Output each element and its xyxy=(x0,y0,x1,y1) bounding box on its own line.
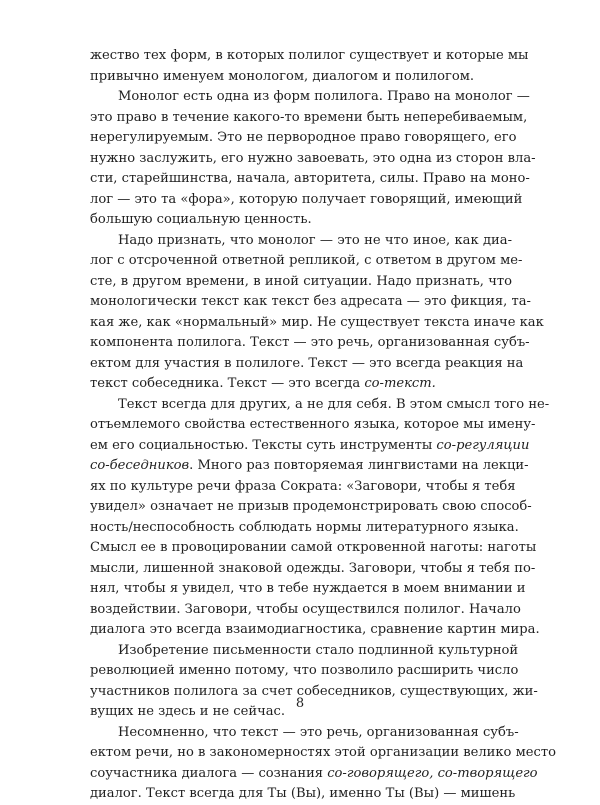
text-line-plain: мысли, лишенной знаковой одежды. Заговори, чтобы я тебя по- xyxy=(90,560,536,576)
text-line-plain: ность/неспособность соблюдать нормы литературного языка. xyxy=(90,519,519,535)
text-line xyxy=(90,169,530,190)
text-line-plain: Текст всегда для других, а не для себя. В этом смысл того не- xyxy=(118,396,550,412)
text-line-italic: со-текст. xyxy=(364,376,436,391)
text-line xyxy=(90,641,519,662)
body-text xyxy=(90,46,556,805)
text-line-plain: монологически текст как текст без адресата — это фикция, та- xyxy=(90,294,531,309)
text-line xyxy=(90,743,556,764)
text-line xyxy=(90,579,526,600)
text-line-plain: ях по культуре речи фраза Сократа: «Заговори, чтобы я тебя xyxy=(90,478,516,494)
text-line-plain: большую социальную ценность. xyxy=(90,212,312,227)
text-line-plain: Смысл ее в провоцировании самой откровенной наготы: наготы xyxy=(90,540,537,555)
text-line xyxy=(90,723,519,744)
text-line xyxy=(90,313,544,334)
text-line-italic: со-говорящего, со-творящего xyxy=(327,765,538,781)
text-line xyxy=(90,374,512,395)
text-line-plain: Надо признать, что монолог — это не что иное, как диа- xyxy=(118,232,512,248)
text-line xyxy=(90,272,512,293)
text-line xyxy=(90,559,536,580)
text-line-plain: Несомненно, что текст — это речь, организованная субъ- xyxy=(118,724,519,740)
text-line-plain: привычно именуем монологом, диалогом и полилогом. xyxy=(90,68,475,84)
text-line-plain: вущих не здесь и не сейчас. xyxy=(90,704,286,719)
text-line xyxy=(90,354,524,375)
text-line-plain: сте, в другом времени, в иной ситуации. Надо признать, что xyxy=(90,273,512,289)
text-line xyxy=(90,251,523,272)
text-line xyxy=(90,149,536,170)
text-line xyxy=(90,784,516,805)
text-line-plain: соучастника диалога — сознания xyxy=(90,765,328,781)
text-line xyxy=(90,497,532,518)
text-line-plain: революцией именно потому, что позволило расширить число xyxy=(90,663,519,678)
text-line xyxy=(90,292,531,313)
text-line-plain: нерегулируемым. Это не первородное право говорящего, его xyxy=(90,130,517,145)
text-line xyxy=(90,620,540,641)
text-line-plain: лог с отсроченной ответной репликой, с ответом в другом ме- xyxy=(90,253,523,268)
text-line xyxy=(90,333,530,354)
text-line-plain: Монолог есть одна из форм полилога. Право на монолог — xyxy=(118,89,530,104)
text-line-plain: сти, старейшинства, начала, авторитета, силы. Право на моно- xyxy=(90,171,530,186)
text-line xyxy=(90,764,538,785)
text-line-plain: жество тех форм, в которых полилог существует и которые мы xyxy=(90,48,529,63)
text-line xyxy=(90,538,537,559)
text-line-plain: диалога это всегда взаимодиагностика, сравнение картин мира. xyxy=(90,622,540,637)
text-line-plain: ем его социальностью. Тексты суть инструменты xyxy=(90,437,437,453)
text-line xyxy=(90,46,529,67)
text-line xyxy=(90,600,521,621)
text-line xyxy=(90,661,519,682)
text-line-plain: компонента полилога. Текст — это речь, организованная субъ- xyxy=(90,335,530,350)
text-line xyxy=(90,108,528,129)
text-line xyxy=(90,395,550,416)
text-line xyxy=(90,231,512,252)
text-line-plain: ектом для участия в полилоге. Текст — это всегда реакция на xyxy=(90,355,524,371)
text-line-plain: это право в течение какого-то времени быть неперебиваемым, xyxy=(90,109,528,125)
text-line-plain: воздействии. Заговори, чтобы осуществился полилог. Начало xyxy=(90,601,521,617)
text-line-plain: лог — это та «фора», которую получает говорящий, имеющий xyxy=(90,191,523,207)
text-line-italic: со-регуляции xyxy=(436,437,530,453)
text-line xyxy=(90,477,516,498)
text-line-plain: увидел» означает не призыв продемонстрировать свою способ- xyxy=(90,499,532,514)
text-line-plain: отъемлемого свойства естественного языка, которое мы имену- xyxy=(90,417,536,432)
text-line-italic: со-беседников xyxy=(90,458,190,473)
text-line xyxy=(90,518,519,539)
text-line-plain: Изобретение письменности стало подлинной культурной xyxy=(118,642,519,658)
text-line-plain: . Много раз повторяемая лингвистами на лекци- xyxy=(189,458,529,473)
page-number: 8 xyxy=(295,696,305,711)
text-line xyxy=(90,456,529,477)
text-line xyxy=(90,210,512,231)
text-line-plain: диалог. Текст всегда для Ты (Вы), именно Ты (Вы) — мишень xyxy=(90,786,516,801)
text-line-plain: текст собеседника. Текст — это всегда xyxy=(90,376,365,391)
text-line xyxy=(90,87,530,108)
text-line-plain: нужно заслужить, его нужно завоевать, это одна из сторон вла- xyxy=(90,150,536,166)
text-line xyxy=(90,128,517,149)
text-line xyxy=(90,415,536,436)
text-line-plain: участников полилога за счет собеседников, существующих, жи- xyxy=(90,683,538,699)
text-line xyxy=(90,436,530,457)
text-line xyxy=(90,190,523,211)
text-line-plain: ектом речи, но в закономерностях этой организации велико место xyxy=(90,745,556,760)
text-line-plain: кая же, как «нормальный» мир. Не существует текста иначе как xyxy=(90,314,544,330)
text-line xyxy=(90,67,512,88)
text-line-plain: нял, чтобы я увидел, что в тебе нуждается в моем внимании и xyxy=(90,581,526,596)
